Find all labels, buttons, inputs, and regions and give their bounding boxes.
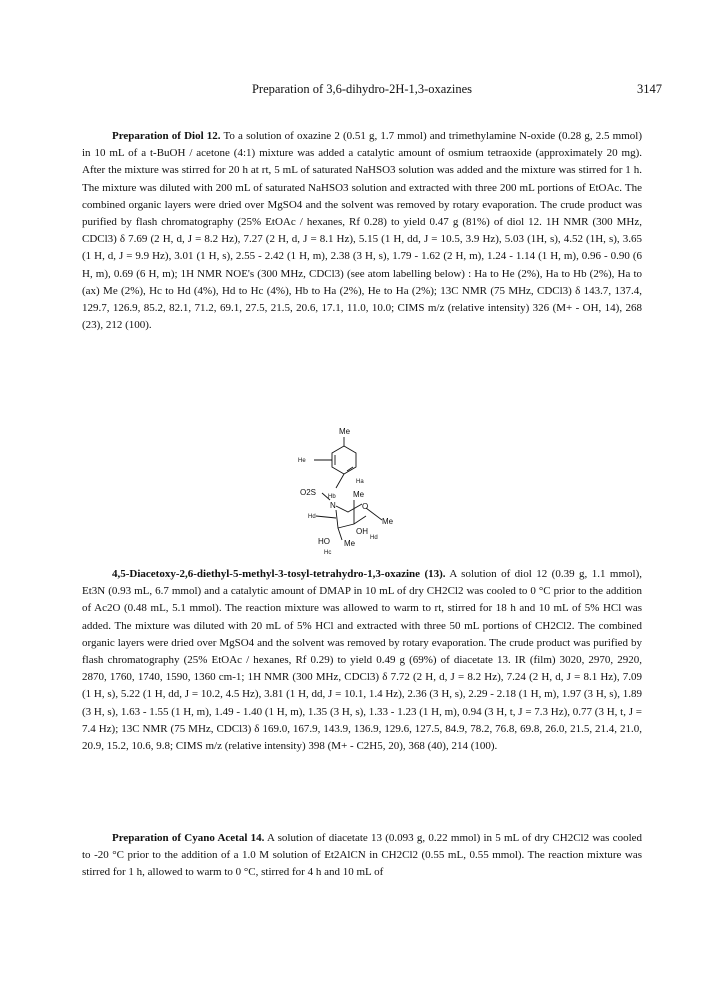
label-me-right: Me [382,517,394,526]
cyano-body: A solution of diacetate 13 (0.093 g, 0.22 mmol) in 5 mL of dry CH2Cl2 was cooled to -20 °C prior to the addition of a 1.0 M solution of Et2AlCN in CH2Cl2 (0.55 mL, 0.55 mmol). The reaction mixture was stirred for 1 h, allowed to warm to 0 °C, stirred for 4 h and 10 mL of [82,832,643,879]
label-he: He [298,458,306,464]
diacetate-heading: 4,5-Diacetoxy-2,6-diethyl-5-methyl-3-tosyl-tetrahydro-1,3-oxazine (13). [112,568,446,580]
label-hd-right: Hd [370,535,378,541]
label-hc: Hc [324,550,332,556]
label-me-bottom: Me [344,539,356,548]
diol-body: To a solution of oxazine 2 (0.51 g, 1.7 mmol) and trimethylamine N-oxide (0.28 g, 2.5 mmol) in 10 mL of a t-BuOH / acetone (4:1) mixture was added a catalytic amount of osmium tetraoxide (approximately 20 mg). After the mixture was stirred for 20 h at rt, 5 mL of saturated NaHSO3 solution was added and the mixture was stirred for 1 h. The mixture was diluted with 200 mL of saturated NaHSO3 solution and extracted with three 200 mL portions of EtOAc. The combined organic layers were dried over MgSO4 and the solvent was removed by rotary evaporation. The crude product was purified by flash chromatography (25% EtOAc / hexanes, Rf 0.28) to yield 0.47 g (81%) of diol 12. 1H NMR (300 MHz, CDCl3) δ 7.69 (2 H, d, J = 8.2 Hz), 7.27 (2 H, d, J = 8.1 Hz), 5.15 (1 H, dd, J = 10.5, 3.9 Hz), 5.03 (1H, s), 4.52 (1H, s), 3.65 (1 H, d, J = 9.9 Hz), 3.01 (1 H, s), 2.55 - 2.42 (1 H, m), 2.38 (3 H, s), 1.79 - 1.62 (2 H, m), 1.24 - 1.14 (1 H, m), 0.96 - 0.90 (6 H, m), 0.69 (6 H, m); 1H NMR NOE's (300 MHz, CDCl3) (see atom labelling below) : Ha to He (2%), Ha to Hb (2%), Ha to (ax) Me (2%), Hc to Hd (4%), Hd to Hc (4%), Hb to Ha (2%), He to Ha (2%); 13C NMR (75 MHz, CDCl3) δ 143.7, 137.4, 129.7, 126.9, 85.2, 82.1, 71.2, 69.1, 27.5, 21.5, 20.6, 17.1, 11.0, 10.0; CIMS m/z (relative intensity) 326 (M+ - OH, 14), 268 (23), 212 (100). [82,130,642,332]
label-ha: Ha [356,479,364,485]
bond-s-aryl [336,474,344,488]
diol-heading: Preparation of Diol 12. [112,130,221,142]
ring-bond-lower [336,510,366,528]
page-header [62,82,662,100]
ring-bond [336,504,362,512]
diol-structure-diagram [270,424,420,556]
page-number: 3147 [637,82,662,96]
label-hd-left: Hd [308,514,316,520]
label-me-top: Me [339,427,351,436]
label-hb: Hb [328,494,336,500]
label-me-mid: Me [353,490,365,499]
running-title: Preparation of 3,6-dihydro-2H-1,3-oxazines [251,82,473,96]
label-o2s: O2S [300,488,317,497]
diacetate-paragraph [82,566,642,755]
label-n: N [330,501,336,510]
cyano-paragraph [82,830,642,882]
cyano-heading: Preparation of Cyano Acetal 14. [112,832,265,844]
benzene-ring [332,446,356,474]
diol-paragraph [82,128,642,334]
bond-hd-left [316,516,336,518]
bond-me-bottom [338,528,342,540]
diacetate-body: A solution of diol 12 (0.39 g, 1.1 mmol), Et3N (0.93 mL, 6.7 mmol) and a catalytic amount of DMAP in 10 mL of dry CH2Cl2 was cooled to 0 °C prior to the addition of Ac2O (0.48 mL, 5.1 mmol). The reaction mixture was allowed to warm to rt, stirred for 18 h and 10 mL of 5% HCl was added. The mixture was diluted with 20 mL of 5% HCl and extracted with three 50 mL portions of CH2Cl2. The combined organic layers were dried over MgSO4 and the solvent was removed by rotary evaporation. The crude product was purified by flash chromatography (25% EtOAc / hexanes, Rf 0.29) to yield 0.49 g (69%) of diacetate 13. IR (film) 3020, 2970, 2920, 2870, 1760, 1740, 1590, 1360 cm-1; 1H NMR (300 MHz, CDCl3) δ 7.72 (2 H, d, J = 8.2 Hz), 7.24 (2 H, d, J = 8.1 Hz), 7.09 (1 H, s), 5.22 (1 H, dd, J = 10.2, 4.5 Hz), 3.81 (1 H, dd, J = 10.1, 1.4 Hz), 2.36 (3 H, s), 2.29 - 2.18 (1 H, m), 1.97 (3 H, s), 1.89 (3 H, s), 1.63 - 1.55 (1 H, m), 1.49 - 1.40 (1 H, m), 1.35 (3 H, s), 1.33 - 1.23 (1 H, m), 0.94 (3 H, t, J = 7.3 Hz), 0.77 (3 H, t, J = 7.4 Hz); 13C NMR (75 MHz, CDCl3) δ 169.0, 167.9, 143.9, 136.9, 129.6, 127.5, 84.9, 78.2, 76.8, 69.8, 26.0, 21.5, 21.4, 21.0, 20.9, 15.2, 10.6, 9.8; CIMS m/z (relative intensity) 398 (M+ - C2H5, 20), 368 (40), 214 (100). [82,568,642,753]
label-o: O [362,502,369,511]
label-oh: OH [356,527,368,536]
label-ho: HO [318,537,330,546]
bond-ethyl [366,508,382,520]
